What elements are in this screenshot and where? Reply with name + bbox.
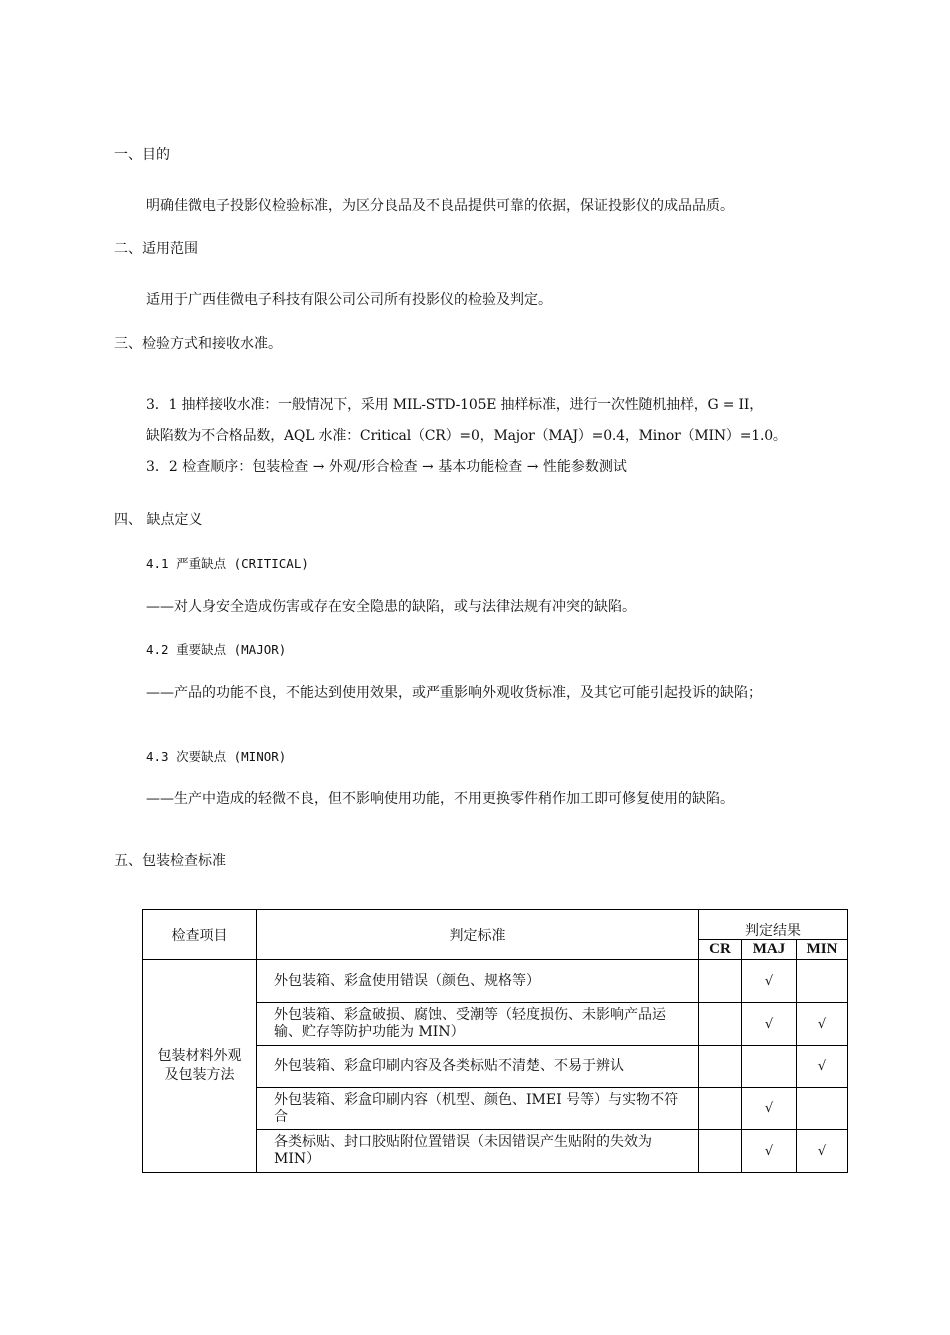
- section-3-1-line1: 3．1 抽样接收水准：一般情况下，采用 MIL-STD-105E 抽样标准，进行一次性随机抽样，G = II，: [146, 397, 764, 413]
- table-row: [143, 960, 848, 1003]
- standard-cell: 各类标贴、封口胶贴附位置错误（未因错误产生贴附的失效为 MIN）: [257, 1130, 699, 1173]
- table-header-row: [143, 910, 848, 940]
- standard-cell: 外包装箱、彩盒印刷内容及各类标贴不清楚、不易于辨认: [257, 1046, 699, 1088]
- header-item: 检查项目: [143, 910, 257, 960]
- cr-cell: [699, 1130, 742, 1173]
- maj-cell: √: [742, 1003, 797, 1046]
- min-cell: √: [797, 1130, 848, 1173]
- cr-cell: [699, 1088, 742, 1130]
- min-cell: √: [797, 1003, 848, 1046]
- header-standard: 判定标准: [257, 910, 699, 960]
- section-4-1-body: ——对人身安全造成伤害或存在安全隐患的缺陷，或与法律法规有冲突的缺陷。: [146, 599, 636, 615]
- section-4-heading: 四、 缺点定义: [114, 512, 203, 528]
- section-4-1-title: 4.1 严重缺点 (CRITICAL): [146, 556, 309, 571]
- maj-cell: [742, 1046, 797, 1088]
- header-min: MIN: [797, 940, 848, 960]
- standard-cell: 外包装箱、彩盒印刷内容（机型、颜色、IMEI 号等）与实物不符合: [257, 1088, 699, 1130]
- section-3-2: 3．2 检查顺序：包装检查 → 外观/形合检查 → 基本功能检查 → 性能参数测试: [146, 459, 627, 475]
- maj-cell: √: [742, 960, 797, 1003]
- section-4-3-title: 4.3 次要缺点 (MINOR): [146, 749, 287, 764]
- section-1-heading: 一、目的: [114, 147, 170, 163]
- min-cell: √: [797, 1046, 848, 1088]
- section-4-3-body: ——生产中造成的轻微不良，但不影响使用功能，不用更换零件稍作加工即可修复使用的缺陷。: [146, 791, 734, 807]
- section-4-2-body: ——产品的功能不良，不能达到使用效果，或严重影响外观收货标准，及其它可能引起投诉的缺陷；: [146, 685, 762, 701]
- section-3-1-line2: 缺陷数为不合格品数，AQL 水准：Critical（CR）=0，Major（MAJ）=0.4，Minor（MIN）=1.0。: [146, 428, 787, 444]
- header-result: 判定结果: [699, 910, 848, 940]
- maj-cell: √: [742, 1130, 797, 1173]
- section-3-heading: 三、检验方式和接收水准。: [114, 336, 282, 352]
- section-1-body: 明确佳微电子投影仪检验标准，为区分良品及不良品提供可靠的依据，保证投影仪的成品品质。: [146, 198, 734, 214]
- header-cr: CR: [699, 940, 742, 960]
- min-cell: [797, 1088, 848, 1130]
- min-cell: [797, 960, 848, 1003]
- section-2-heading: 二、适用范围: [114, 241, 198, 257]
- section-5-heading: 五、包装检查标准: [114, 853, 226, 869]
- cr-cell: [699, 960, 742, 1003]
- item-name-cell: 包装材料外观及包装方法: [143, 960, 257, 1173]
- header-maj: MAJ: [742, 940, 797, 960]
- packaging-inspection-table: [142, 909, 848, 1173]
- section-4-2-title: 4.2 重要缺点 (MAJOR): [146, 642, 287, 657]
- cr-cell: [699, 1046, 742, 1088]
- cr-cell: [699, 1003, 742, 1046]
- standard-cell: 外包装箱、彩盒破损、腐蚀、受潮等（轻度损伤、未影响产品运输、贮存等防护功能为 MIN）: [257, 1003, 699, 1046]
- section-2-body: 适用于广西佳微电子科技有限公司公司所有投影仪的检验及判定。: [146, 292, 552, 308]
- standard-cell: 外包装箱、彩盒使用错误（颜色、规格等）: [257, 960, 699, 1003]
- maj-cell: √: [742, 1088, 797, 1130]
